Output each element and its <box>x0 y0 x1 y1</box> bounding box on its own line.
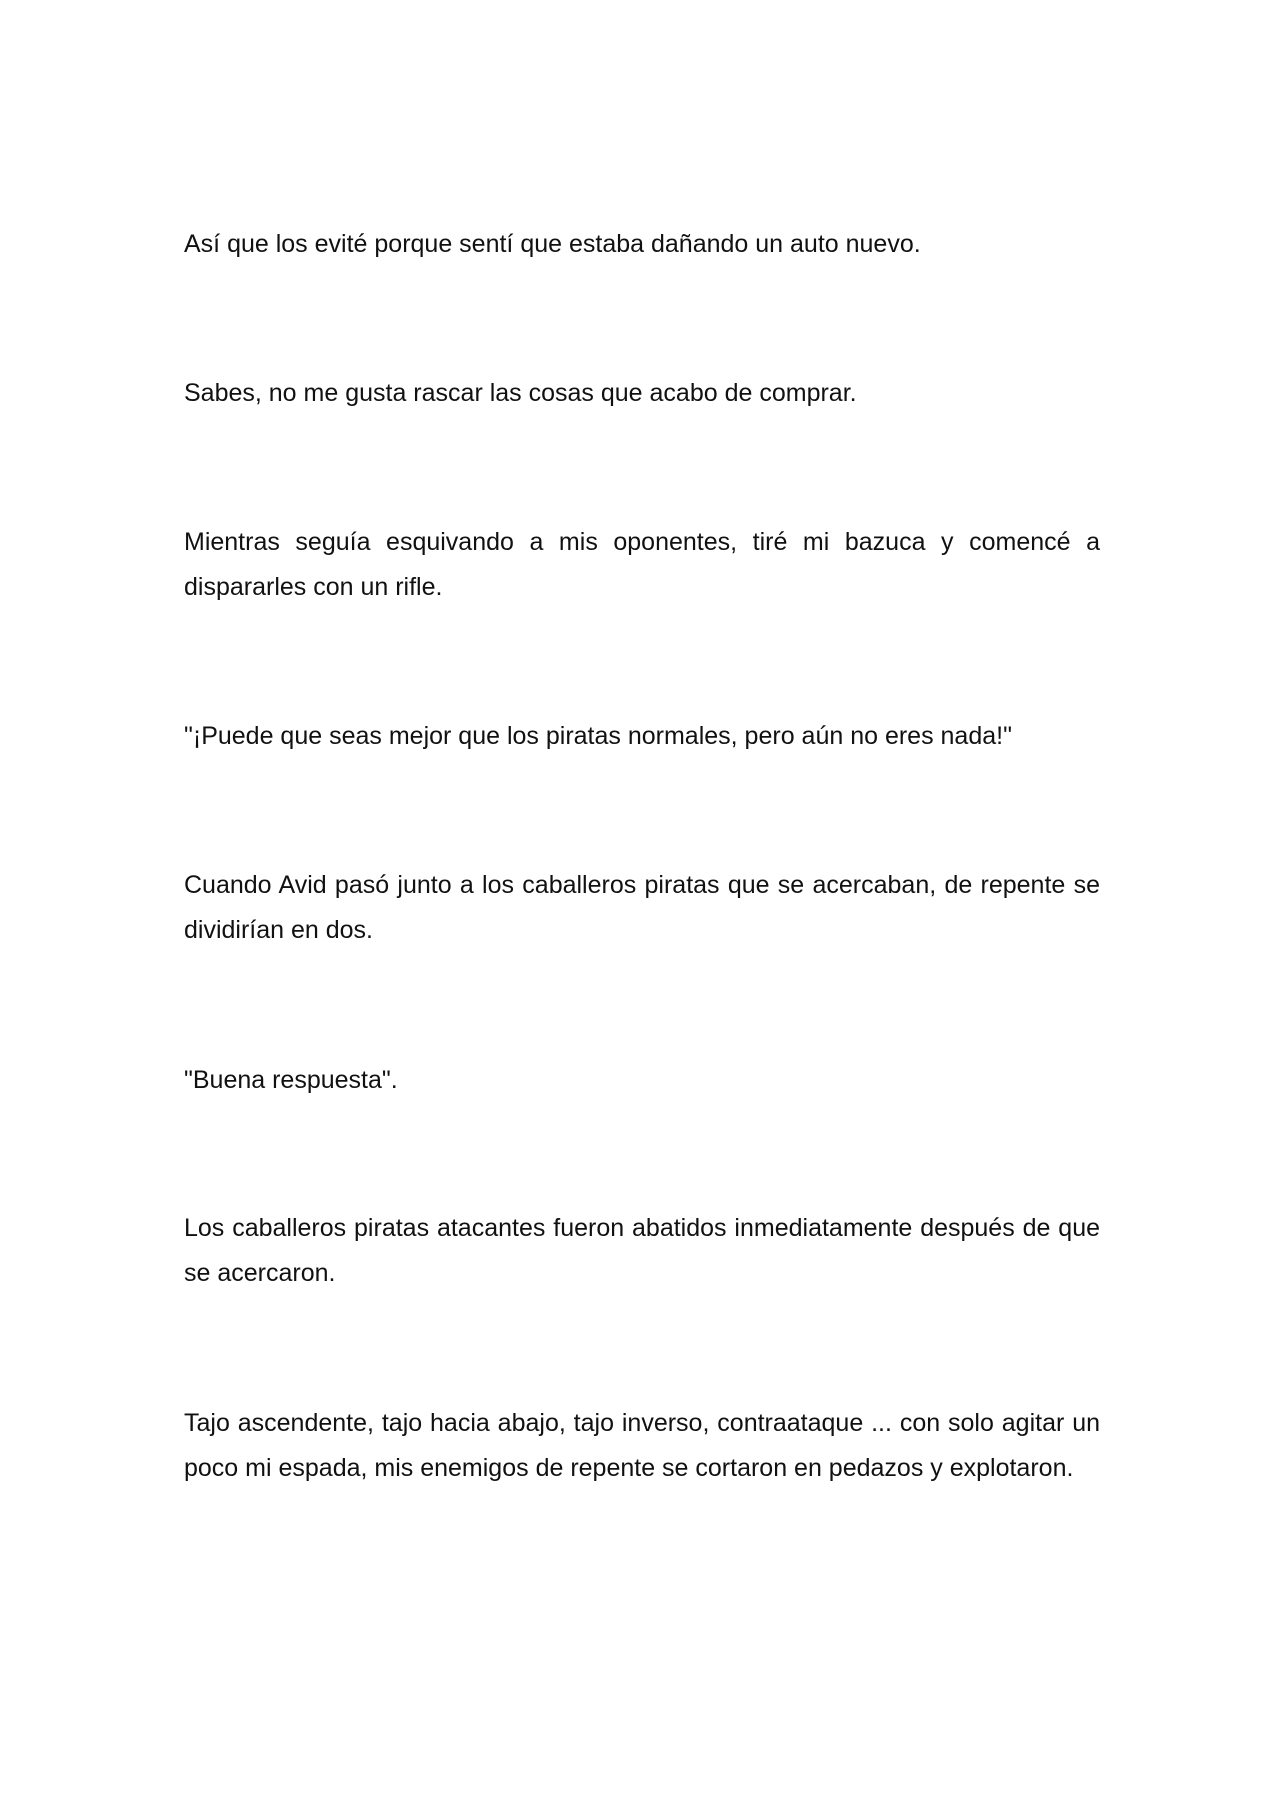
paragraph: Tajo ascendente, tajo hacia abajo, tajo inverso, contraataque ... con solo agitar un poco mi espada, mis enemigos de repente se cortaron en pedazos y explotaron. <box>184 1409 1100 1482</box>
paragraph: "Buena respuesta". <box>184 1066 398 1094</box>
paragraph: Así que los evité porque sentí que estaba dañando un auto nuevo. <box>184 230 921 258</box>
paragraph: Sabes, no me gusta rascar las cosas que acabo de comprar. <box>184 379 857 407</box>
paragraph: Los caballeros piratas atacantes fueron abatidos inmediatamente después de que se acercaron. <box>184 1214 1100 1287</box>
paragraph: Cuando Avid pasó junto a los caballeros piratas que se acercaban, de repente se dividirían en dos. <box>184 871 1100 944</box>
paragraph: "¡Puede que seas mejor que los piratas normales, pero aún no eres nada!" <box>184 722 1012 750</box>
paragraph: Mientras seguía esquivando a mis oponentes, tiré mi bazuca y comencé a dispararles con un rifle. <box>184 528 1100 601</box>
